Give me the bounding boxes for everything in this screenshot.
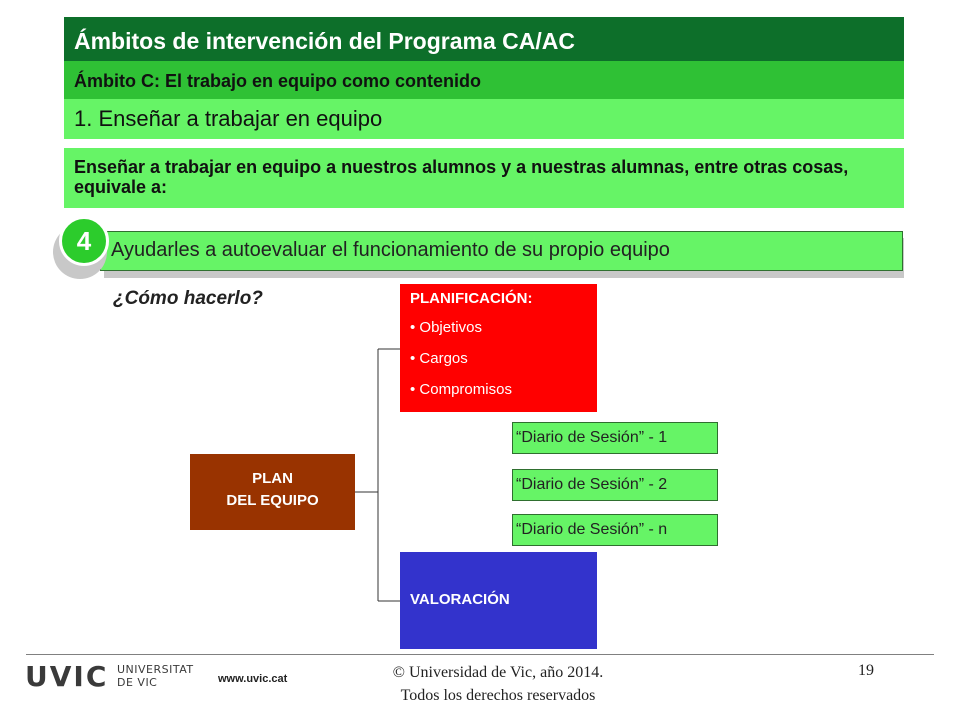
plan-label-line2: DEL EQUIPO <box>226 492 319 509</box>
plan-del-equipo-box <box>190 454 355 530</box>
logo-wordmark: UVIC <box>25 660 109 693</box>
slide-title: Ámbitos de intervención del Programa CA/AC <box>64 17 904 63</box>
copyright-line1: © Universidad de Vic, año 2014. <box>392 664 604 681</box>
how-to-label: ¿Cómo hacerlo? <box>113 288 263 309</box>
uvic-logo <box>25 660 215 694</box>
plan-label-line1: PLAN <box>252 470 293 487</box>
planificacion-item: • Compromisos <box>410 381 512 398</box>
diario-sesion-1: “Diario de Sesión” - 1 <box>512 422 718 454</box>
footer-copyright <box>316 661 680 707</box>
diario-sesion-2: “Diario de Sesión” - 2 <box>512 469 718 501</box>
intro-text: Enseñar a trabajar en equipo a nuestros alumnos y a nuestras alumnas, entre otras cosas, equivale a: <box>64 148 904 208</box>
diario-sesion-n: “Diario de Sesión” - n <box>512 514 718 546</box>
planificacion-box <box>400 284 597 412</box>
planificacion-item: • Cargos <box>410 350 468 367</box>
valoracion-box: VALORACIÓN <box>400 552 597 649</box>
page-number: 19 <box>858 662 874 679</box>
footer-url-link[interactable]: www.uvic.cat <box>218 673 288 685</box>
footer-divider <box>26 654 934 655</box>
planificacion-title: PLANIFICACIÓN: <box>410 290 533 307</box>
step-box: Ayudarles a autoevaluar el funcionamiento de su propio equipo <box>100 231 903 271</box>
section-heading: 1. Enseñar a trabajar en equipo <box>64 99 904 139</box>
logo-subtitle: UNIVERSITAT DE VIC <box>117 663 194 689</box>
step-number-badge: 4 <box>59 216 109 266</box>
slide-subtitle: Ámbito C: El trabajo en equipo como contenido <box>64 61 904 99</box>
copyright-line2: Todos los derechos reservados <box>400 687 596 704</box>
planificacion-item: • Objetivos <box>410 319 482 336</box>
